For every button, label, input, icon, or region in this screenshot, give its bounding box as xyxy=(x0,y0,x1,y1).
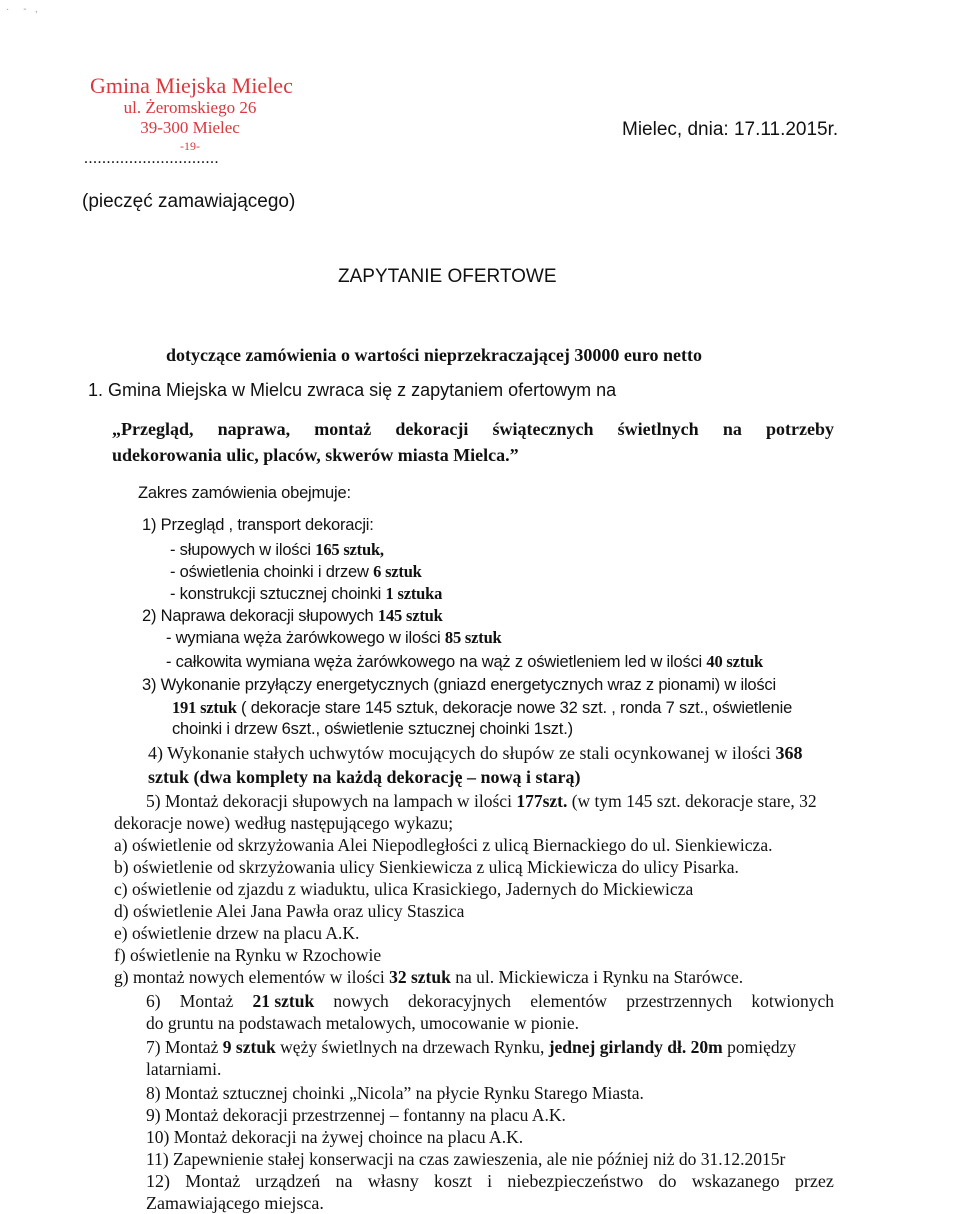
item-1-title: 1) Przegląd , transport dekoracji: xyxy=(142,516,374,534)
word: 12) xyxy=(146,1171,170,1191)
scan-mark: · ‑ , xyxy=(6,4,38,15)
word: 6) xyxy=(146,991,161,1011)
page-subtitle: dotyczące zamówienia o wartości nieprzekraczającej 30000 euro netto xyxy=(166,345,703,365)
list-item-b: b) oświetlenie od skrzyżowania ulicy Sienkiewicza z ulicą Mickiewicza do ulicy Pisarka. xyxy=(114,857,739,877)
subject-word: dekoracji xyxy=(395,419,469,439)
subject-word: „Przegląd, xyxy=(112,419,194,439)
qty: 368 xyxy=(775,743,803,763)
item-2-a xyxy=(166,628,502,648)
text: pomiędzy xyxy=(722,1037,797,1057)
list-item-f: f) oświetlenie na Rynku w Rzochowie xyxy=(114,945,382,965)
qty: 6 sztuk xyxy=(373,562,422,581)
word: i xyxy=(487,1171,493,1191)
word: wskazanego xyxy=(691,1171,780,1191)
subject-line-1 xyxy=(112,418,834,440)
subject-word: naprawa, xyxy=(217,419,291,439)
item-3-line-2 xyxy=(172,698,792,718)
list-item-c: c) oświetlenie od zjazdu z wiaduktu, ulica Krasickiego, Jadernych do Mickiewicza xyxy=(114,879,694,899)
word: Montaż xyxy=(179,991,234,1011)
word: dekoracyjnych xyxy=(408,991,512,1011)
word: własny xyxy=(367,1171,419,1191)
item-9: 9) Montaż dekoracji przestrzennej – fontanny na placu A.K. xyxy=(146,1105,566,1125)
word: nowych xyxy=(333,991,389,1011)
item-5-line-2: dekoracje nowe) według następującego wykazu; xyxy=(114,813,454,833)
word: niebezpieczeństwo xyxy=(507,1171,644,1191)
item-7-line-2: latarniami. xyxy=(146,1059,222,1079)
item-3-line-3: choinki i drzew 6szt., oświetlenie sztucznej choinki 1szt.) xyxy=(172,720,573,738)
qty: 145 sztuk xyxy=(377,606,443,625)
text: - wymiana węża żarówkowego w ilości xyxy=(166,629,445,647)
stamp-line-number: -19- xyxy=(180,139,200,153)
item-4-line-1 xyxy=(148,742,802,764)
text: 7) Montaż xyxy=(146,1037,223,1057)
word: Montaż xyxy=(185,1171,241,1191)
item-8: 8) Montaż sztucznej choinki „Nicola” na płycie Rynku Starego Miasta. xyxy=(146,1083,644,1103)
qty: 177szt. xyxy=(516,791,568,811)
qty: 191 sztuk xyxy=(172,698,237,717)
text: - oświetlenia choinki i drzew xyxy=(170,563,374,581)
item-3-line-1: 3) Wykonanie przyłączy energetycznych (gniazd energetycznych wraz z pionami) w ilości xyxy=(142,676,776,694)
item-11: 11) Zapewnienie stałej konserwacji na czas zawieszenia, ale nie później niż do 31.12.2015r xyxy=(146,1149,786,1169)
item-1-a xyxy=(170,540,384,560)
intro-line: 1. Gmina Miejska w Mielcu zwraca się z zapytaniem ofertowym na xyxy=(88,380,617,400)
text: 5) Montaż dekoracji słupowych na lampach w ilości xyxy=(146,791,517,811)
municipality-stamp xyxy=(90,73,293,154)
qty: 32 sztuk xyxy=(389,967,451,987)
stamp-line-street: ul. Żeromskiego 26 xyxy=(123,98,257,117)
word: elementów xyxy=(530,991,608,1011)
item-2-b xyxy=(166,652,763,672)
word: urządzeń xyxy=(255,1171,321,1191)
stamp-line-name: Gmina Miejska Mielec xyxy=(90,73,293,98)
item-12-line-1 xyxy=(146,1170,834,1192)
item-1-c xyxy=(170,584,442,604)
text: - całkowita wymiana węża żarówkowego na wąż z oświetleniem led w ilości xyxy=(166,653,707,671)
word: przez xyxy=(794,1171,834,1191)
subject-word: świątecznych xyxy=(492,419,594,439)
document-date: Mielec, dnia: 17.11.2015r. xyxy=(622,119,839,140)
list-item-a: a) oświetlenie od skrzyżowania Alei Niepodległości z ulicą Biernackiego do ul. Sienkiewicza. xyxy=(114,835,773,855)
subject-line-2: udekorowania ulic, placów, skwerów miasta Mielca.” xyxy=(112,445,519,465)
text: 2) Naprawa dekoracji słupowych xyxy=(142,607,378,625)
text: ( dekoracje stare 145 sztuk, dekoracje nowe 32 szt. , ronda 7 szt., oświetlenie xyxy=(236,699,793,717)
stamp-caption: (pieczęć zamawiającego) xyxy=(82,191,296,212)
text: - konstrukcji sztucznej choinki xyxy=(170,585,386,603)
qty: 9 sztuk xyxy=(222,1037,276,1057)
text: 4) Wykonanie stałych uchwytów mocujących do słupów ze stali ocynkowanej w ilości xyxy=(148,743,776,763)
item-2-title xyxy=(142,606,443,626)
item-6-line-1 xyxy=(146,990,834,1012)
word: koszt xyxy=(433,1171,472,1191)
list-item-g xyxy=(114,966,743,988)
scope-heading: Zakres zamówienia obejmuje: xyxy=(138,484,351,502)
item-4-line-2: sztuk (dwa komplety na każdą dekorację – nową i starą) xyxy=(148,767,581,787)
word: przestrzennych xyxy=(626,991,733,1011)
text: węży świetlnych na drzewach Rynku, xyxy=(275,1037,549,1057)
item-7-line-1 xyxy=(146,1036,796,1058)
word: na xyxy=(335,1171,353,1191)
word: do xyxy=(658,1171,677,1191)
signature-dots: .............................. xyxy=(84,150,219,167)
item-12-line-2: Zamawiającego miejsca. xyxy=(146,1193,324,1213)
list-item-d: d) oświetlenie Alei Jana Pawła oraz ulicy Staszica xyxy=(114,901,465,921)
qty: 165 sztuk, xyxy=(315,540,384,559)
text: - słupowych w ilości xyxy=(170,541,316,559)
qty: jednej girlandy dł. 20m xyxy=(548,1037,723,1057)
qty: 85 sztuk xyxy=(444,628,502,647)
text: (w tym 145 szt. dekoracje stare, 32 xyxy=(567,791,817,811)
subject-word: na xyxy=(722,419,742,439)
qty: 1 sztuka xyxy=(385,584,443,603)
text: g) montaż nowych elementów w ilości xyxy=(114,967,390,987)
subject-word: świetlnych xyxy=(617,419,699,439)
item-6-line-2: do gruntu na podstawach metalowych, umocowanie w pionie. xyxy=(146,1013,580,1033)
list-item-e: e) oświetlenie drzew na placu A.K. xyxy=(114,923,360,943)
item-10: 10) Montaż dekoracji na żywej choince na placu A.K. xyxy=(146,1127,524,1147)
page-title: ZAPYTANIE OFERTOWE xyxy=(338,266,557,287)
word: kotwionych xyxy=(751,991,834,1011)
qty: 21 sztuk xyxy=(252,991,315,1011)
qty: 40 sztuk xyxy=(706,652,764,671)
subject-word: montaż xyxy=(314,419,372,439)
subject-word: potrzeby xyxy=(765,419,834,439)
item-1-b xyxy=(170,562,422,582)
item-5-line-1 xyxy=(146,790,817,812)
stamp-line-city: 39-300 Mielec xyxy=(140,118,240,137)
text: na ul. Mickiewicza i Rynku na Starówce. xyxy=(450,967,744,987)
